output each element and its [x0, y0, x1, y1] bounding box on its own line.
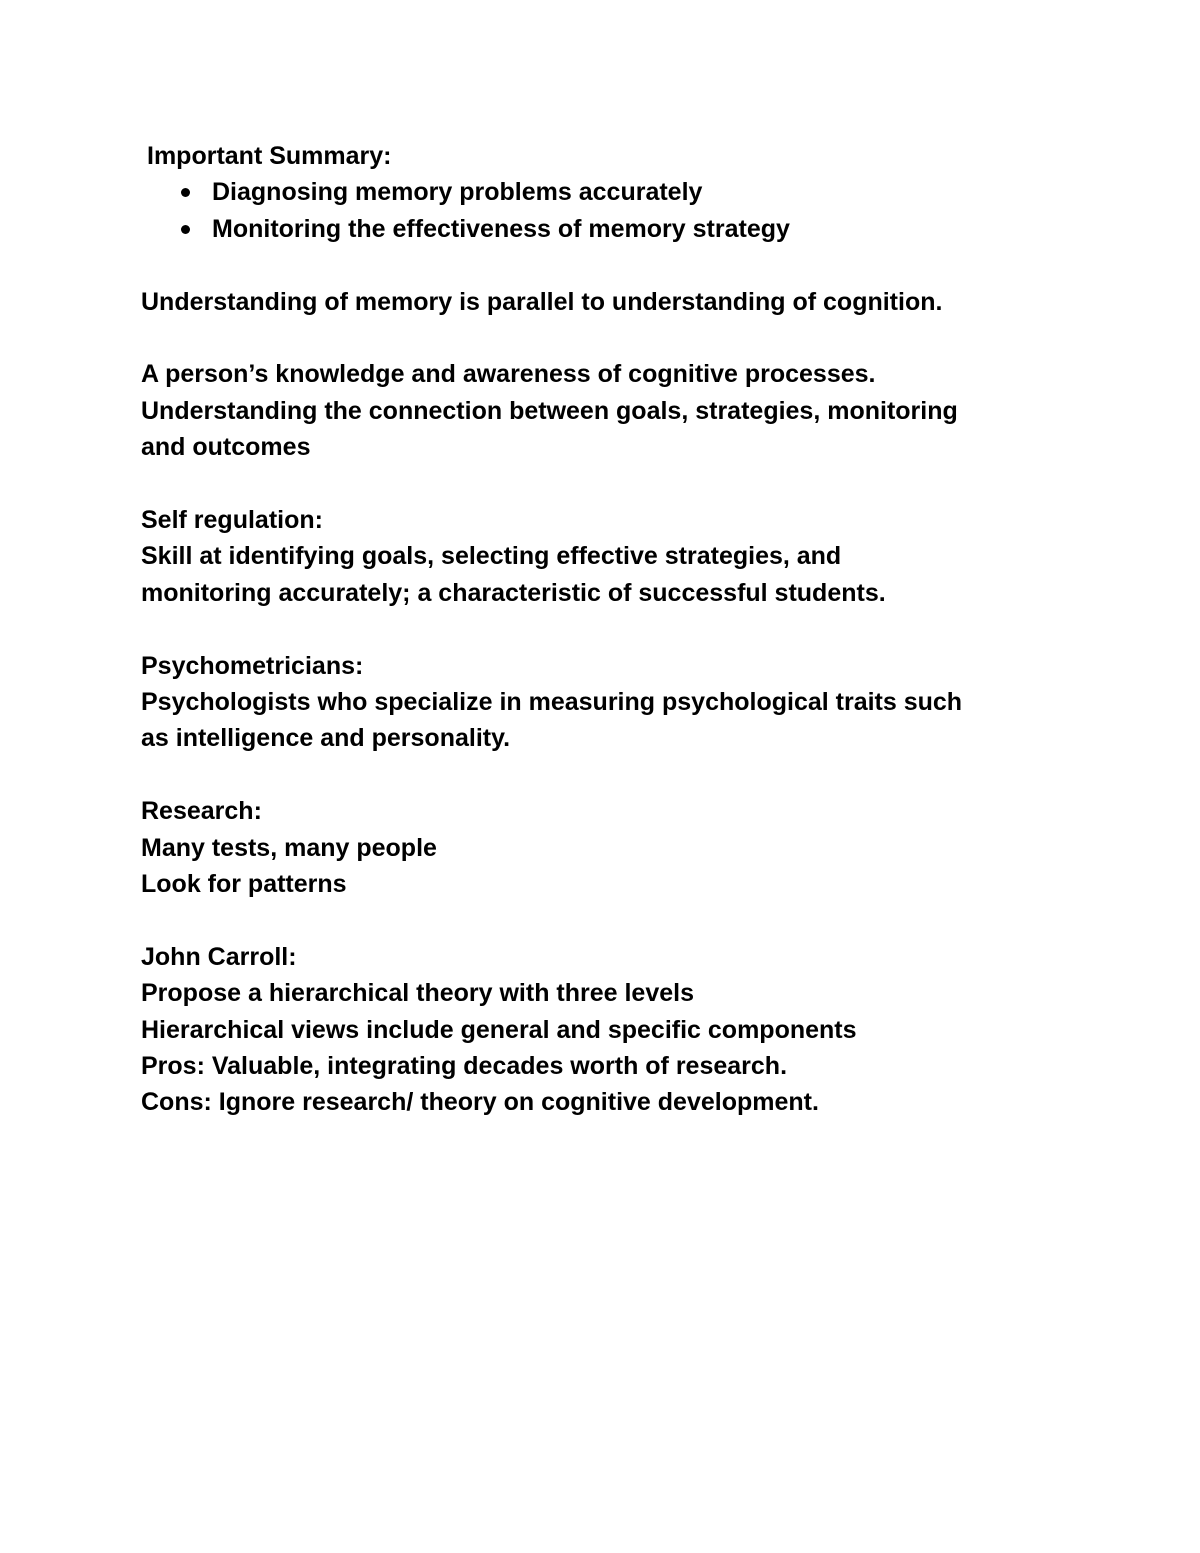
research-heading: Research:	[141, 797, 262, 826]
bullet-icon	[181, 188, 190, 197]
metacognition-line: Understanding the connection between goals, strategies, monitoring	[141, 396, 958, 425]
paragraph-spacer	[141, 320, 1081, 356]
psychometricians-line: as intelligence and personality.	[141, 724, 511, 753]
john-carroll-line: Pros: Valuable, integrating decades worth of research.	[141, 1052, 788, 1081]
paragraph-spacer	[141, 757, 1081, 793]
metacognition-line: A person’s knowledge and awareness of cognitive processes.	[141, 360, 876, 389]
paragraph-spacer	[141, 466, 1081, 502]
john-carroll-line: Cons: Ignore research/ theory on cognitive development.	[141, 1088, 819, 1117]
paragraph-spacer	[141, 611, 1081, 647]
john-carroll-line: Hierarchical views include general and specific components	[141, 1015, 857, 1044]
summary-bullet-item	[141, 174, 1081, 210]
psychometricians-line: Psychologists who specialize in measuring psychological traits such	[141, 688, 963, 716]
bullet-icon	[181, 225, 190, 234]
paragraph-spacer	[141, 247, 1081, 283]
paragraph-spacer	[141, 902, 1081, 938]
document-body	[141, 138, 1081, 1121]
summary-bullet-text: Monitoring the effectiveness of memory strategy	[212, 214, 790, 243]
summary-bullet-text: Diagnosing memory problems accurately	[212, 178, 703, 207]
john-carroll-heading: John Carroll:	[141, 942, 297, 971]
summary-heading: Important Summary:	[147, 142, 392, 170]
self-regulation-line: monitoring accurately; a characteristic of successful students.	[141, 578, 886, 607]
metacognition-line: and outcomes	[141, 433, 311, 462]
summary-bullet-list	[141, 174, 1081, 247]
self-regulation-line: Skill at identifying goals, selecting effective strategies, and	[141, 542, 842, 571]
summary-bullet-item	[141, 211, 1081, 247]
john-carroll-line: Propose a hierarchical theory with three levels	[141, 979, 694, 1008]
research-line: Many tests, many people	[141, 833, 437, 862]
research-line: Look for patterns	[141, 870, 347, 899]
psychometricians-heading: Psychometricians:	[141, 651, 364, 680]
memory-cognition-paragraph: Understanding of memory is parallel to understanding of cognition.	[141, 287, 943, 316]
self-regulation-heading: Self regulation:	[141, 505, 323, 534]
